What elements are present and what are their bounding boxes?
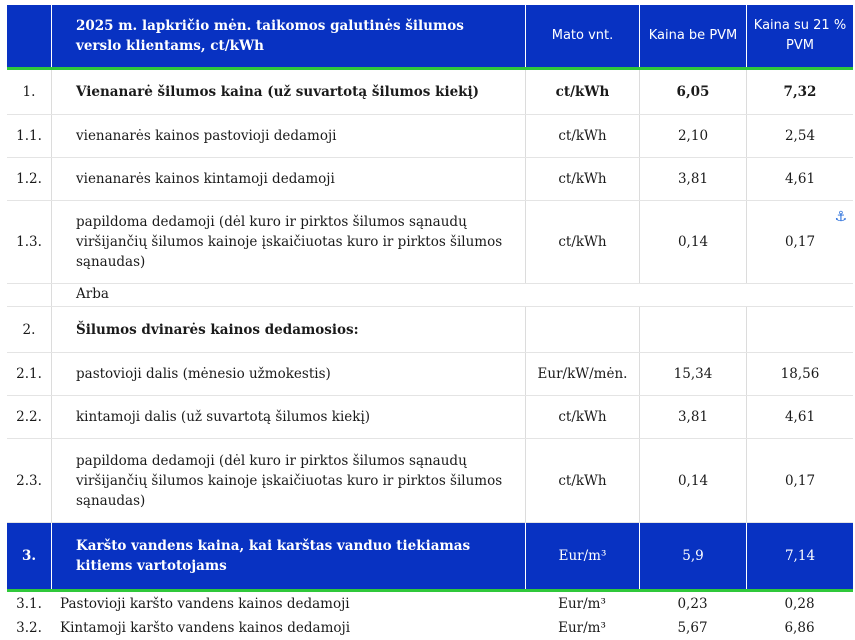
row-description: vienanarės kainos kintamoji dedamoji: [51, 158, 525, 200]
row-number: 2.2.: [16, 409, 42, 425]
row-description: Pastovioji karšto vandens kainos dedamoji: [60, 596, 350, 612]
header-title: 2025 m. lapkričio mėn. taikomos galutinės šilumos verslo klientams, ct/kWh: [51, 5, 525, 67]
row-price-incl-vat: 7,32: [746, 70, 853, 114]
row-number: 3.: [21, 548, 37, 564]
row-description: Karšto vandens kaina, kai karštas vanduo tiekiamas kitiems vartotojams: [51, 523, 525, 589]
row-price-excl-vat: [639, 307, 746, 352]
row-price-excl-vat: 3,81: [639, 158, 746, 200]
row-number: 3.1.: [16, 596, 42, 612]
header-price-incl-vat: Kaina su 21 % PVM: [746, 5, 853, 67]
table-row: [7, 70, 853, 115]
row-number: 3.2.: [16, 620, 42, 636]
row-price-excl-vat: 3,81: [639, 396, 746, 438]
row-description: Vienanarė šilumos kaina (už suvartotą šilumos kiekį): [51, 70, 525, 114]
row-price-incl-vat: 2,54: [746, 115, 853, 157]
row-unit: ct/kWh: [525, 70, 639, 114]
row-description: vienanarės kainos pastovioji dedamoji: [51, 115, 525, 157]
row-unit: ct/kWh: [525, 396, 639, 438]
table-row: [7, 158, 853, 201]
table-row: [7, 284, 853, 307]
row-price-excl-vat: 0,14: [639, 439, 746, 522]
row-price-incl-vat: 0,17: [746, 439, 853, 522]
row-unit: ct/kWh: [525, 201, 639, 283]
table-header: [7, 5, 853, 70]
row-description: papildoma dedamoji (dėl kuro ir pirktos šilumos sąnaudų viršijančių šilumos kainoje įskaičiuotas kuro ir pirktos šilumos sąnaudas): [51, 201, 525, 283]
row-price-incl-vat: 18,56: [746, 353, 853, 395]
row-description: pastovioji dalis (mėnesio užmokestis): [51, 353, 525, 395]
price-table: [7, 5, 853, 640]
row-number: [7, 284, 51, 306]
row-price-excl-vat: 2,10: [639, 115, 746, 157]
table-row: [7, 307, 853, 353]
row-number: 1.: [22, 84, 36, 100]
anchor-icon[interactable]: ⚓: [834, 209, 847, 225]
row-price-excl-vat: 6,05: [639, 70, 746, 114]
table-row-highlight: [7, 523, 853, 592]
table-row: [7, 201, 853, 284]
row-price-incl-vat: [746, 307, 853, 352]
row-price-incl-vat: 7,14: [746, 523, 853, 589]
row-price-excl-vat: 0,23: [677, 596, 708, 612]
row-number: 1.2.: [16, 171, 42, 187]
header-number: [7, 5, 51, 67]
row-unit: Eur/kW/mėn.: [525, 353, 639, 395]
row-unit: Eur/m³: [558, 620, 606, 636]
table-row: [7, 616, 853, 640]
row-number: 1.1.: [16, 128, 42, 144]
row-description: Arba: [51, 284, 847, 306]
table-row: [7, 353, 853, 396]
row-price-excl-vat: 15,34: [639, 353, 746, 395]
row-number: 2.1.: [16, 366, 42, 382]
row-unit: [525, 307, 639, 352]
row-number: 1.3.: [16, 234, 42, 250]
table-row: [7, 592, 853, 616]
row-description: papildoma dedamoji (dėl kuro ir pirktos šilumos sąnaudų viršijančių šilumos kainoje įskaičiuotas kuro ir pirktos šilumos sąnaudas): [51, 439, 525, 522]
row-price-excl-vat: 5,67: [677, 620, 708, 636]
row-price-excl-vat: 5,9: [639, 523, 746, 589]
row-price-incl-vat: 6,86: [784, 620, 815, 636]
row-price-incl-vat: 0,28: [784, 596, 815, 612]
row-unit: ct/kWh: [525, 115, 639, 157]
row-number: 2.: [22, 321, 36, 338]
row-unit: Eur/m³: [558, 596, 606, 612]
table-row: [7, 115, 853, 158]
header-unit: Mato vnt.: [525, 5, 639, 67]
table-row: [7, 439, 853, 523]
row-unit: ct/kWh: [525, 158, 639, 200]
row-price-incl-vat: 4,61: [746, 158, 853, 200]
row-price-incl-vat: 0,17: [746, 201, 853, 283]
row-description: Šilumos dvinarės kainos dedamosios:: [51, 307, 525, 352]
row-unit: ct/kWh: [525, 439, 639, 522]
row-price-excl-vat: 0,14: [639, 201, 746, 283]
row-price-incl-vat: 4,61: [746, 396, 853, 438]
row-description: Kintamoji karšto vandens kainos dedamoji: [60, 620, 351, 636]
row-description: kintamoji dalis (už suvartotą šilumos kiekį): [51, 396, 525, 438]
row-unit: Eur/m³: [525, 523, 639, 589]
table-row: [7, 396, 853, 439]
header-price-excl-vat: Kaina be PVM: [639, 5, 746, 67]
row-number: 2.3.: [16, 472, 42, 489]
